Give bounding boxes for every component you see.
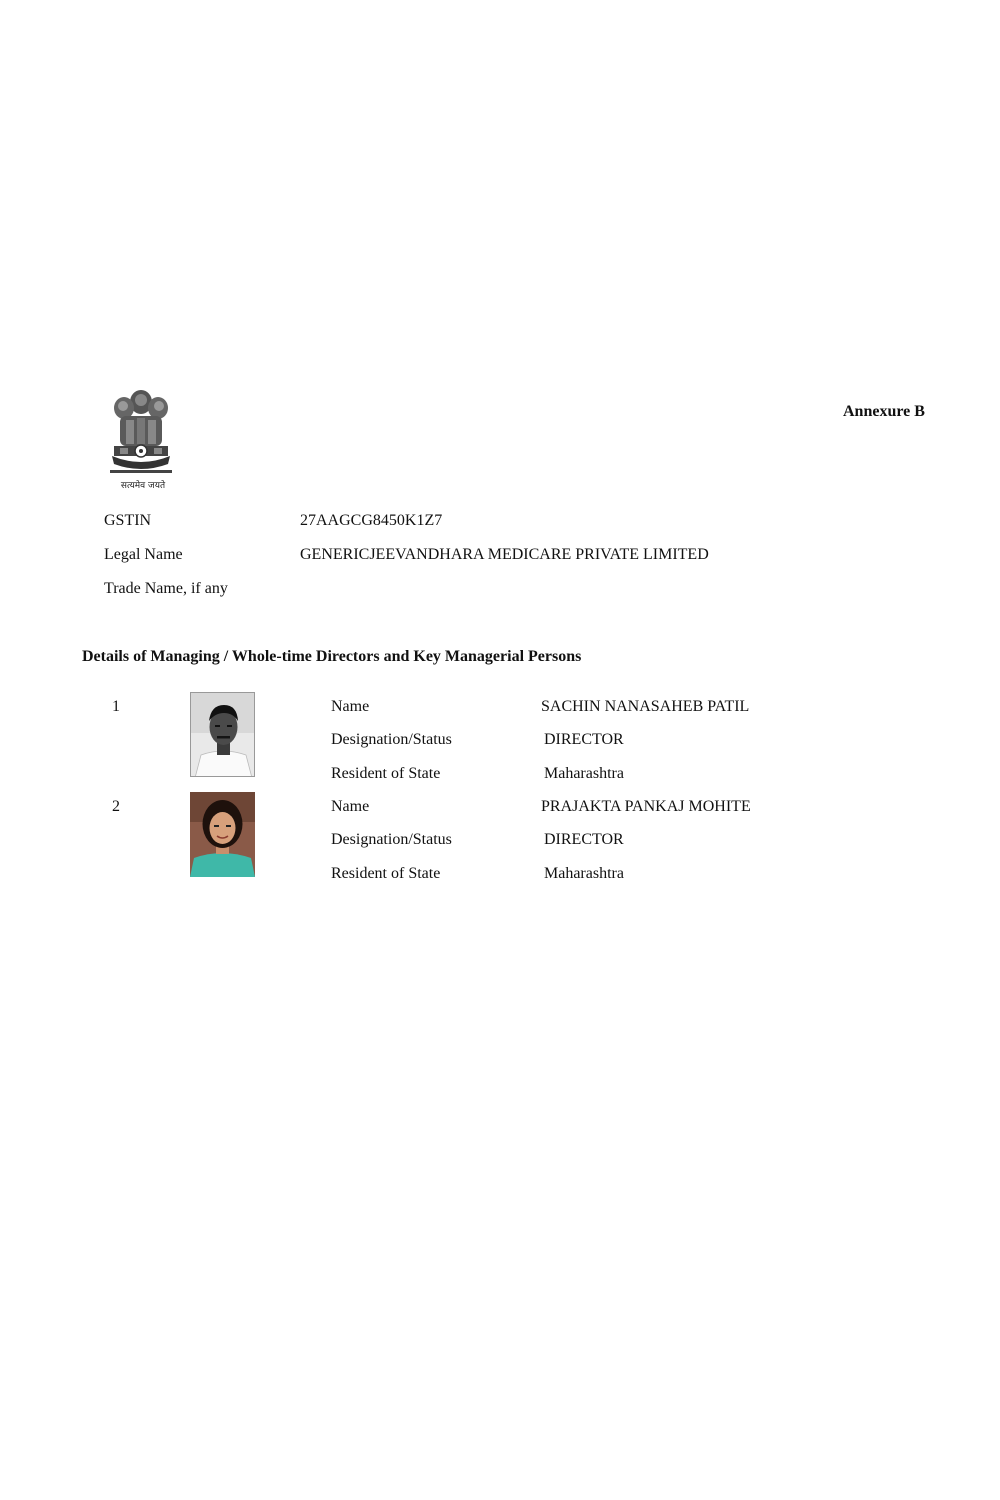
person-photo [190,792,255,877]
person-designation-value: DIRECTOR [544,831,624,848]
section-heading: Details of Managing / Whole-time Directors and Key Managerial Persons [82,648,582,665]
person-state-value: Maharashtra [544,765,624,782]
person-designation-label: Designation/Status [331,731,452,748]
person-designation-label: Designation/Status [331,831,452,848]
person-state-value: Maharashtra [544,865,624,882]
person-name-value: SACHIN NANASAHEB PATIL [541,698,750,715]
legal-name-label: Legal Name [104,546,183,563]
gstin-value: 27AAGCG8450K1Z7 [300,512,443,529]
person-designation-value: DIRECTOR [544,731,624,748]
emblem-motto: सत्यमेव जयते [120,481,166,491]
annexure-label: Annexure B [843,403,925,420]
person-name-label: Name [331,698,370,715]
trade-name-label: Trade Name, if any [104,580,228,597]
gstin-label: GSTIN [104,512,152,529]
person-state-label: Resident of State [331,865,441,882]
person-name-label: Name [331,798,370,815]
person-index: 1 [112,698,120,715]
person-photo [190,692,255,777]
person-index: 2 [112,798,120,815]
person-name-value: PRAJAKTA PANKAJ MOHITE [541,798,751,815]
person-state-label: Resident of State [331,765,441,782]
legal-name-value: GENERICJEEVANDHARA MEDICARE PRIVATE LIMITED [300,546,709,563]
